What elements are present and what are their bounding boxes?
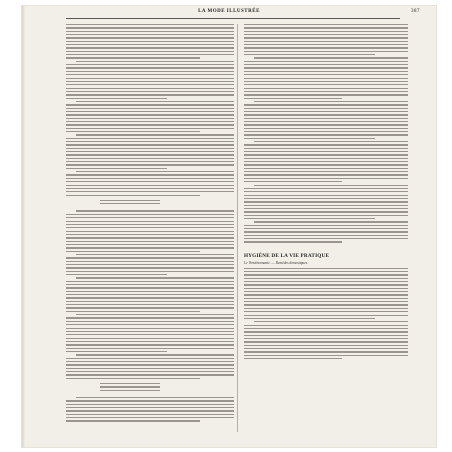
right-column <box>244 24 408 361</box>
text-line <box>244 281 408 282</box>
text-line <box>244 148 408 149</box>
page-edge-shadow <box>22 6 25 447</box>
text-line <box>244 24 408 25</box>
text-line <box>244 225 408 226</box>
text-line <box>66 128 234 129</box>
text-line <box>244 178 408 179</box>
text-line <box>244 284 408 285</box>
text-line <box>66 34 234 35</box>
text-line <box>66 348 234 349</box>
text-line <box>66 371 234 372</box>
text-line <box>66 364 234 365</box>
text-line <box>76 314 234 315</box>
text-line <box>254 101 408 102</box>
text-line <box>66 185 234 186</box>
text-line <box>66 138 234 139</box>
text-line <box>66 64 234 65</box>
text-line <box>244 241 342 242</box>
text-line <box>66 168 167 169</box>
text-line <box>66 108 234 109</box>
text-line <box>244 215 408 216</box>
text-line <box>244 355 408 356</box>
text-line <box>66 274 167 275</box>
text-line <box>244 114 408 115</box>
text-line <box>66 374 234 375</box>
text-line <box>66 44 234 45</box>
text-line <box>66 351 167 352</box>
text-line <box>66 104 234 105</box>
text-line <box>66 344 234 345</box>
text-line <box>244 61 408 62</box>
text-line <box>244 108 408 109</box>
publication-title: LA MODE ILLUSTRÉE <box>198 9 260 14</box>
text-line <box>66 334 234 335</box>
text-line <box>254 141 408 142</box>
text-line <box>66 111 234 112</box>
text-line <box>66 188 234 189</box>
text-line <box>244 205 408 206</box>
text-line <box>66 27 234 28</box>
text-line <box>244 171 408 172</box>
text-line <box>66 331 234 332</box>
text-line <box>66 271 234 272</box>
text-line <box>244 211 408 212</box>
text-line <box>66 84 234 85</box>
text-line <box>66 237 234 238</box>
text-line <box>66 400 234 401</box>
text-line <box>244 291 408 292</box>
text-line <box>244 131 408 132</box>
text-line <box>254 185 408 186</box>
text-line <box>66 301 234 302</box>
text-line <box>244 134 408 135</box>
text-line <box>100 200 160 201</box>
text-line <box>66 148 234 149</box>
text-line <box>100 386 160 387</box>
text-line <box>244 308 408 309</box>
text-line <box>244 341 408 342</box>
text-line <box>244 44 408 45</box>
text-line <box>76 101 234 102</box>
column-divider <box>237 24 238 432</box>
text-line <box>244 144 408 145</box>
text-line <box>66 217 234 218</box>
text-line <box>244 345 408 346</box>
text-line <box>66 37 234 38</box>
text-line <box>244 91 408 92</box>
text-line <box>76 171 234 172</box>
text-line <box>66 54 234 55</box>
text-line <box>66 214 234 215</box>
text-line <box>66 124 234 125</box>
text-line <box>66 88 234 89</box>
text-line <box>66 378 200 379</box>
text-line <box>244 228 408 229</box>
text-line <box>66 311 200 312</box>
text-line <box>244 31 408 32</box>
text-line <box>244 304 408 305</box>
text-line <box>244 268 408 269</box>
text-line <box>244 118 408 119</box>
text-line <box>66 291 234 292</box>
text-line <box>244 358 342 359</box>
text-line <box>66 284 234 285</box>
text-line <box>244 64 408 65</box>
text-line <box>66 224 234 225</box>
text-line <box>66 281 234 282</box>
text-line <box>66 328 234 329</box>
text-line <box>244 331 408 332</box>
text-line <box>66 141 234 142</box>
text-line <box>244 198 408 199</box>
text-line <box>244 338 408 339</box>
text-line <box>244 74 408 75</box>
text-line <box>66 231 234 232</box>
text-line <box>244 71 408 72</box>
text-line <box>244 54 375 55</box>
text-line <box>66 81 234 82</box>
text-line <box>244 41 408 42</box>
text-line <box>244 174 408 175</box>
text-line <box>244 158 408 159</box>
text-line <box>244 231 408 232</box>
text-line <box>254 221 408 222</box>
text-line <box>66 241 234 242</box>
text-line <box>244 37 408 38</box>
text-line <box>244 181 342 182</box>
text-line <box>66 41 234 42</box>
text-line <box>244 81 408 82</box>
text-line <box>244 208 408 209</box>
text-line <box>66 417 234 418</box>
text-line <box>244 288 408 289</box>
section-title: HYGIÈNE DE LA VIE PRATIQUE <box>244 252 330 259</box>
text-line <box>76 134 234 135</box>
text-line <box>66 118 234 119</box>
magazine-page <box>22 6 436 447</box>
text-line <box>100 383 160 384</box>
text-line <box>244 294 408 295</box>
text-line <box>244 164 408 165</box>
text-line <box>66 195 200 196</box>
text-line <box>66 78 234 79</box>
text-line <box>66 181 234 182</box>
text-line <box>244 78 408 79</box>
text-line <box>76 61 234 62</box>
text-line <box>66 74 234 75</box>
text-line <box>244 318 375 319</box>
text-line <box>66 324 234 325</box>
text-line <box>66 304 234 305</box>
page-number: 387 <box>411 9 420 14</box>
text-line <box>244 138 375 139</box>
text-line <box>244 348 408 349</box>
text-line <box>244 124 408 125</box>
text-line <box>244 151 408 152</box>
text-line <box>66 144 234 145</box>
text-line <box>244 168 408 169</box>
verse-block <box>100 200 234 205</box>
text-line <box>66 267 234 268</box>
text-line <box>244 121 408 122</box>
text-line <box>244 298 408 299</box>
text-line <box>244 311 408 312</box>
text-line <box>66 47 234 48</box>
text-line <box>66 287 234 288</box>
text-line <box>66 307 234 308</box>
text-line <box>244 328 408 329</box>
text-line <box>244 47 408 48</box>
text-line <box>66 164 234 165</box>
text-line <box>66 358 234 359</box>
text-line <box>244 188 408 189</box>
text-line <box>254 321 408 322</box>
text-line <box>244 235 408 236</box>
text-line <box>66 51 234 52</box>
text-line <box>244 201 408 202</box>
text-line <box>244 161 408 162</box>
left-column <box>66 24 234 424</box>
text-line <box>66 227 234 228</box>
text-line <box>66 410 234 411</box>
text-line <box>244 238 408 239</box>
text-line <box>66 151 234 152</box>
text-line <box>76 277 234 278</box>
text-line <box>66 414 234 415</box>
text-line <box>66 114 234 115</box>
page-header <box>22 6 436 20</box>
text-line <box>66 317 234 318</box>
text-line <box>244 84 408 85</box>
text-line <box>244 315 408 316</box>
header-rule <box>66 18 400 19</box>
text-line <box>66 158 234 159</box>
text-line <box>244 191 408 192</box>
text-line <box>244 271 408 272</box>
text-line <box>66 221 234 222</box>
text-line <box>66 404 234 405</box>
text-line <box>244 195 408 196</box>
text-line <box>244 128 408 129</box>
text-line <box>244 274 408 275</box>
verse-block <box>100 383 234 391</box>
text-line <box>76 210 234 211</box>
text-line <box>244 111 408 112</box>
text-line <box>66 121 234 122</box>
text-line <box>66 368 234 369</box>
text-line <box>244 104 408 105</box>
text-line <box>244 94 408 95</box>
text-line <box>66 407 234 408</box>
text-line <box>66 178 234 179</box>
text-line <box>244 301 408 302</box>
text-line <box>66 341 234 342</box>
text-line <box>66 57 200 58</box>
text-line <box>66 131 200 132</box>
text-line <box>244 325 408 326</box>
text-line <box>244 335 408 336</box>
text-line <box>244 98 342 99</box>
text-line <box>66 297 234 298</box>
text-line <box>66 251 200 252</box>
text-line <box>66 294 234 295</box>
text-line <box>66 174 234 175</box>
text-line <box>66 420 200 421</box>
text-line <box>66 161 234 162</box>
text-line <box>66 24 234 25</box>
text-line <box>66 91 234 92</box>
text-line <box>244 88 408 89</box>
text-line <box>244 51 408 52</box>
text-line <box>244 278 408 279</box>
text-line <box>66 234 234 235</box>
text-line <box>66 98 167 99</box>
text-line <box>66 31 234 32</box>
text-line <box>76 354 234 355</box>
text-line <box>66 191 234 192</box>
text-line <box>66 321 234 322</box>
text-line <box>244 34 408 35</box>
text-line <box>66 94 234 95</box>
text-line <box>244 351 408 352</box>
text-line <box>100 203 160 204</box>
text-line <box>66 264 234 265</box>
text-line <box>66 244 234 245</box>
text-line <box>66 154 234 155</box>
text-line <box>66 338 234 339</box>
text-line <box>244 218 375 219</box>
text-line <box>66 261 234 262</box>
text-line <box>66 257 234 258</box>
text-line <box>244 67 408 68</box>
text-line <box>244 27 408 28</box>
text-line <box>66 67 234 68</box>
text-line <box>244 154 408 155</box>
section-subtitle: Le Vomitivomanie. — Remèdes domestiques. <box>244 260 309 265</box>
text-line <box>254 57 408 58</box>
text-line <box>66 361 234 362</box>
text-line <box>66 71 234 72</box>
text-line <box>76 397 234 398</box>
text-line <box>76 254 234 255</box>
text-line <box>66 247 234 248</box>
text-line <box>100 390 160 391</box>
